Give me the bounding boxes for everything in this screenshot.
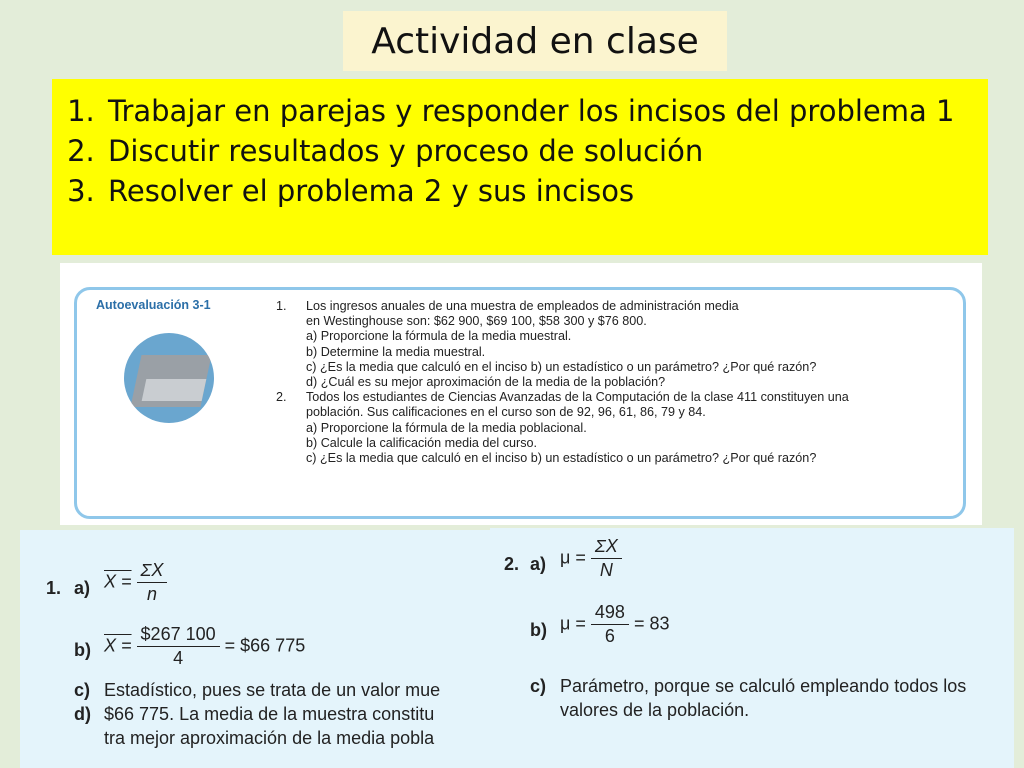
answer-label: b) [530, 620, 547, 640]
question-line: en Westinghouse son: $62 900, $69 100, $58 300 y $76 800. [306, 314, 647, 329]
formula-sample-mean: X = $\frac{\Sigma X}{n}$ [104, 560, 167, 605]
question-line: c) ¿Es la media que calculó en el inciso b) un estadístico o un parámetro? ¿Por qué razón? [306, 451, 817, 466]
answers-problem-1 [20, 530, 490, 768]
excerpt-header: Autoevaluación 3-1 [96, 298, 211, 312]
question-line: d) ¿Cuál es su mejor aproximación de la media de la población? [306, 375, 666, 390]
task-item: 2. Discutir resultados y proceso de solución [104, 131, 988, 171]
task-item: 1. Trabajar en parejas y responder los incisos del problema 1 [104, 91, 988, 131]
answer-text: valores de la población. [560, 700, 750, 720]
answer-number: 2. [504, 554, 520, 574]
question-line: a) Proporcione la fórmula de la media poblacional. [306, 420, 587, 435]
answer-text: tra mejor aproximación de la media pobla [104, 728, 435, 748]
answer-text: Estadístico, pues se trata de un valor mue [104, 680, 441, 700]
answer-label: d) [74, 704, 91, 724]
question-line: 1. Los ingresos anuales de una muestra de empleados de administración media [276, 299, 739, 313]
question-line: 2. Todos los estudiantes de Ciencias Avanzadas de la Computación de la clase 411 constituyen una [276, 390, 849, 405]
answer-label: c) [74, 680, 91, 700]
question-line: población. Sus calificaciones en el curso son de 92, 96, 61, 86, 79 y 84. [306, 405, 706, 420]
answer-label: c) [530, 676, 547, 696]
answers-problem-2 [490, 528, 1014, 768]
excerpt-questions [276, 299, 966, 466]
laptop-photo-icon [124, 333, 214, 423]
computed-sample-mean: X = $\frac{\$267 100}{4}$ = $66 775 [104, 624, 306, 668]
computed-population-mean: μ = $\frac{498}{6}$ = 83 [560, 602, 670, 646]
question-line: a) Proporcione la fórmula de la media muestral. [306, 329, 572, 344]
answer-label: b) [74, 640, 91, 660]
slide-title: Actividad en clase [343, 11, 727, 71]
answer-number: 1. [46, 578, 62, 598]
question-line: b) Calcule la calificación media del curso. [306, 435, 537, 450]
answer-text: $66 775. La media de la muestra constitu [104, 704, 435, 724]
question-line: c) ¿Es la media que calculó en el inciso b) un estadístico o un parámetro? ¿Por qué razón? [306, 359, 817, 374]
answer-text: Parámetro, porque se calculó empleando todos los [560, 676, 967, 696]
task-list [52, 79, 988, 211]
answer-label: a) [74, 578, 91, 598]
formula-population-mean: μ = $\frac{\Sigma X}{N}$ [560, 536, 622, 581]
task-box [52, 79, 988, 255]
answer-label: a) [530, 554, 547, 574]
question-line: b) Determine la media muestral. [306, 344, 486, 359]
task-item: 3. Resolver el problema 2 y sus incisos [104, 171, 988, 211]
textbook-excerpt [60, 263, 982, 525]
